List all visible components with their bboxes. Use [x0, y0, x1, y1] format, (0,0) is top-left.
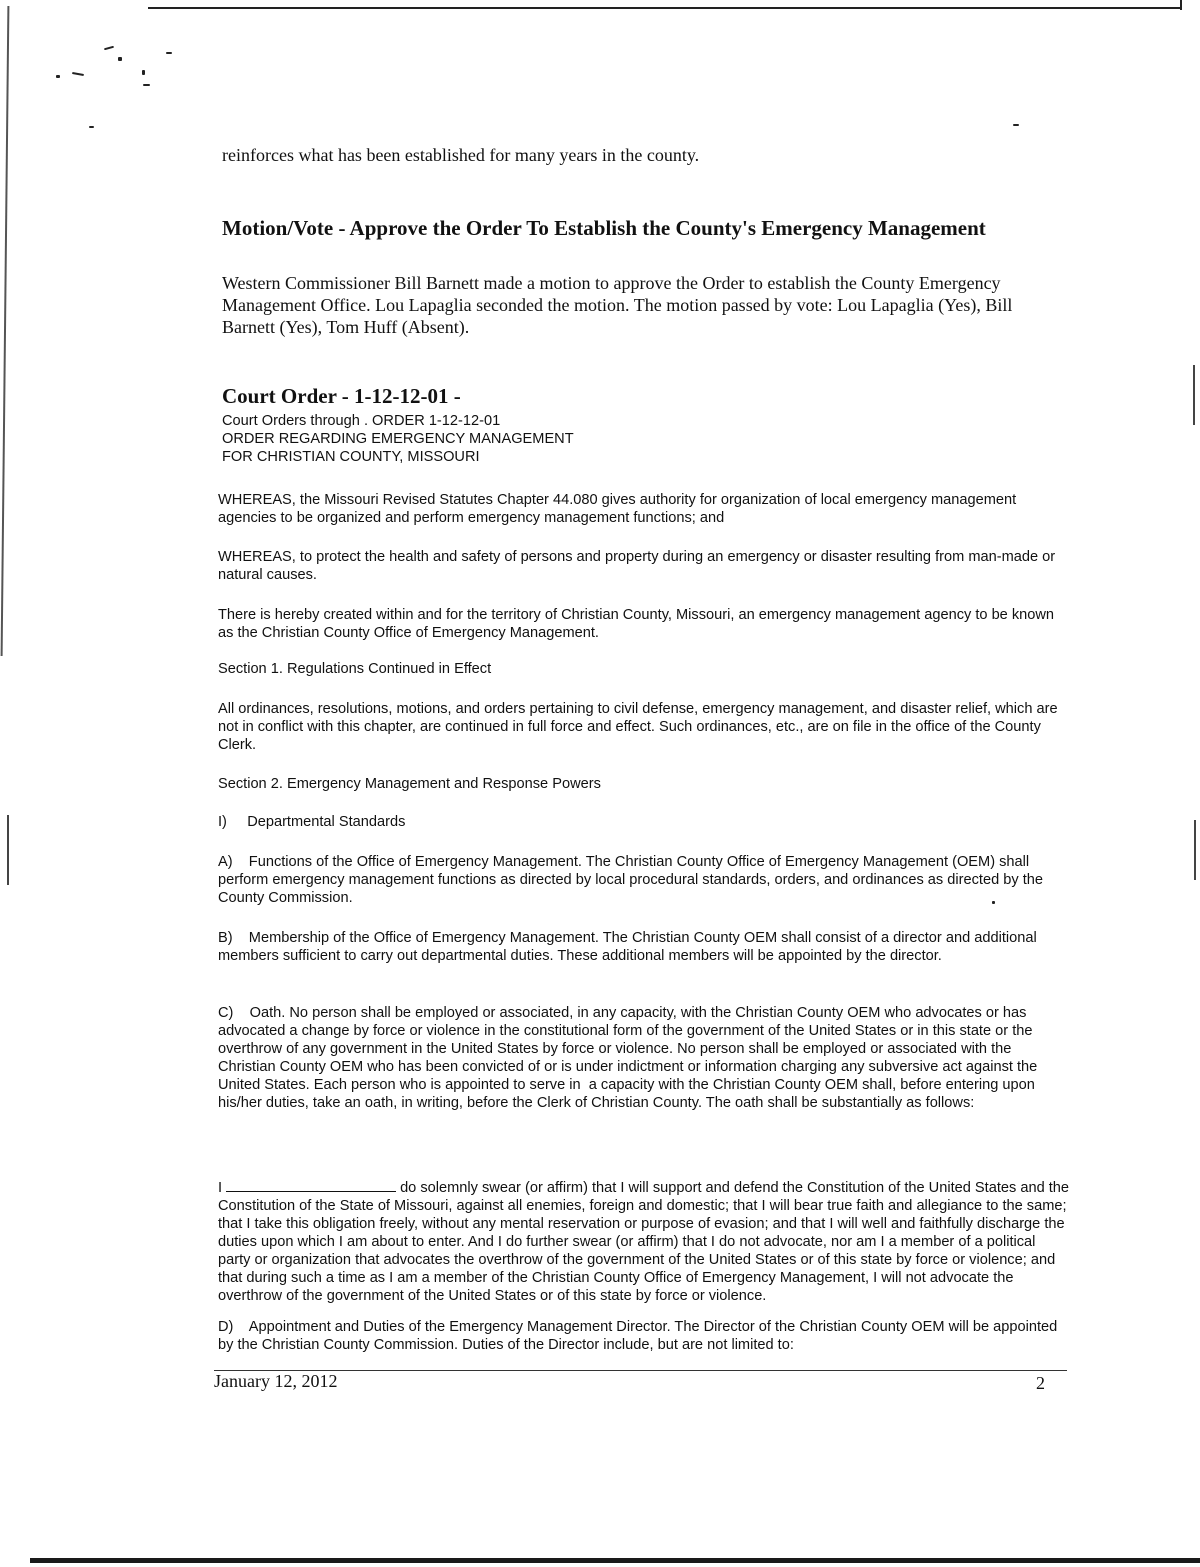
scan-speck — [56, 75, 60, 78]
scan-speck — [1013, 124, 1019, 126]
motion-body: Western Commissioner Bill Barnett made a motion to approve the Order to establish the County Emergency Management Office. Lou Lapaglia seconded the motion. The motion passed by vote: Lou Lapaglia (Yes), Bill Barnett (Yes), Tom Huff (Absent). — [222, 273, 1013, 337]
oath-body: do solemnly swear (or affirm) that I will support and defend the Constitution of the United States and the Constitution of the State of Missouri, against all enemies, foreign and domestic; that I will bear true faith and allegiance to the same; that I take this obligation freely, without any mental reservation or purpose of evasion; and that I will well and faithfully discharge the duties upon which I am about to enter. And I do further swear (or affirm) that I do not advocate, nor am I a member of a political party or organization that advocates the overthrow of the government of the United States or of this state by force or violence; and that during such a time as I am a member of the Christian County Office of Emergency Management, I will not advocate the overthrow of the government of the United States or of this state by force or violence. — [218, 1180, 1070, 1304]
oath-prefix: I — [218, 1180, 223, 1196]
scan-edge-bottom — [30, 1558, 1200, 1563]
scan-speck — [118, 57, 122, 61]
whereas-paragraph-2: WHEREAS, to protect the health and safety of persons and property during an emergency or disaster resulting from man-made or natural causes. — [218, 549, 1056, 583]
scan-speck — [89, 126, 94, 128]
scan-edge-left — [1, 6, 10, 656]
creation-paragraph: There is hereby created within and for the territory of Christian County, Missouri, an emergency management agency to be known as the Christian County Office of Emergency Management. — [218, 607, 1055, 641]
item-d-director: D) Appointment and Duties of the Emergency Management Director. The Director of the Christian County OEM will be appointed by the Christian County Commission. Duties of the Director include, but are not limited to: — [218, 1319, 1062, 1353]
item-i-departmental-standards: I) Departmental Standards — [218, 814, 406, 830]
scan-edge-right-upper — [1193, 365, 1195, 425]
scan-speck — [143, 84, 150, 86]
page-number: 2 — [1036, 1373, 1045, 1393]
scan-edge-top-end — [1180, 0, 1182, 10]
scan-edge-right-lower — [1194, 820, 1196, 880]
item-b-membership: B) Membership of the Office of Emergency Management. The Christian County OEM shall consist of a director and additional members sufficient to carry out departmental duties. These additional members will be appointed by the director. — [218, 930, 1041, 964]
court-order-line-3: FOR CHRISTIAN COUNTY, MISSOURI — [222, 449, 480, 465]
court-order-subheading — [222, 412, 574, 466]
intro-text: reinforces what has been established for many years in the county. — [222, 145, 700, 165]
court-order-line-1: Court Orders through . ORDER 1-12-12-01 — [222, 413, 501, 429]
section-1-body: All ordinances, resolutions, motions, and orders pertaining to civil defense, emergency management, and disaster relief, which are not in conflict with this chapter, are continued in full force and effect. Such ordinances, etc., are on file in the office of the County Clerk. — [218, 701, 1058, 753]
section-2-title: Section 2. Emergency Management and Response Powers — [218, 776, 601, 792]
scan-edge-left-lower — [7, 815, 9, 885]
motion-heading: Motion/Vote - Approve the Order To Establish the County's Emergency Management — [222, 216, 986, 240]
scan-speck — [72, 72, 84, 76]
scan-edge-top — [148, 7, 1182, 9]
scan-speck — [142, 70, 145, 75]
item-c-oath: C) Oath. No person shall be employed or associated, in any capacity, with the Christian County OEM who advocates or has advocated a change by force or violence in the constitutional form of the government of the United States or in this state or the overthrow of any government in the United States by force or violence. No person shall be employed or associated with the Christian County OEM who has been convicted of or is under indictment or information charging any subversive act against the United States. Each person who is appointed to serve in a capacity with the Christian County OEM shall, before entering upon his/her duties, take an oath, in writing, before the Clerk of Christian County. The oath shall be substantially as follows: — [218, 1005, 1042, 1111]
section-1-title: Section 1. Regulations Continued in Effect — [218, 661, 492, 677]
oath-text — [218, 1177, 1070, 1305]
scan-speck — [104, 46, 114, 51]
whereas-paragraph-1: WHEREAS, the Missouri Revised Statutes Chapter 44.080 gives authority for organization of local emergency management agencies to be organized and perform emergency management functions; and — [218, 492, 1017, 526]
footer-date: January 12, 2012 — [214, 1371, 338, 1391]
court-order-heading: Court Order - 1-12-12-01 - — [222, 384, 461, 408]
scan-speck — [166, 52, 172, 54]
item-a-functions: A) Functions of the Office of Emergency Management. The Christian County Office of Emergency Management (OEM) shall perform emergency management functions as directed by local procedural standards, orders, and ordinances as directed by the County Commission. — [218, 854, 1048, 906]
footer-rule — [214, 1370, 1067, 1371]
court-order-line-2: ORDER REGARDING EMERGENCY MANAGEMENT — [222, 431, 574, 447]
oath-name-blank — [226, 1177, 396, 1192]
